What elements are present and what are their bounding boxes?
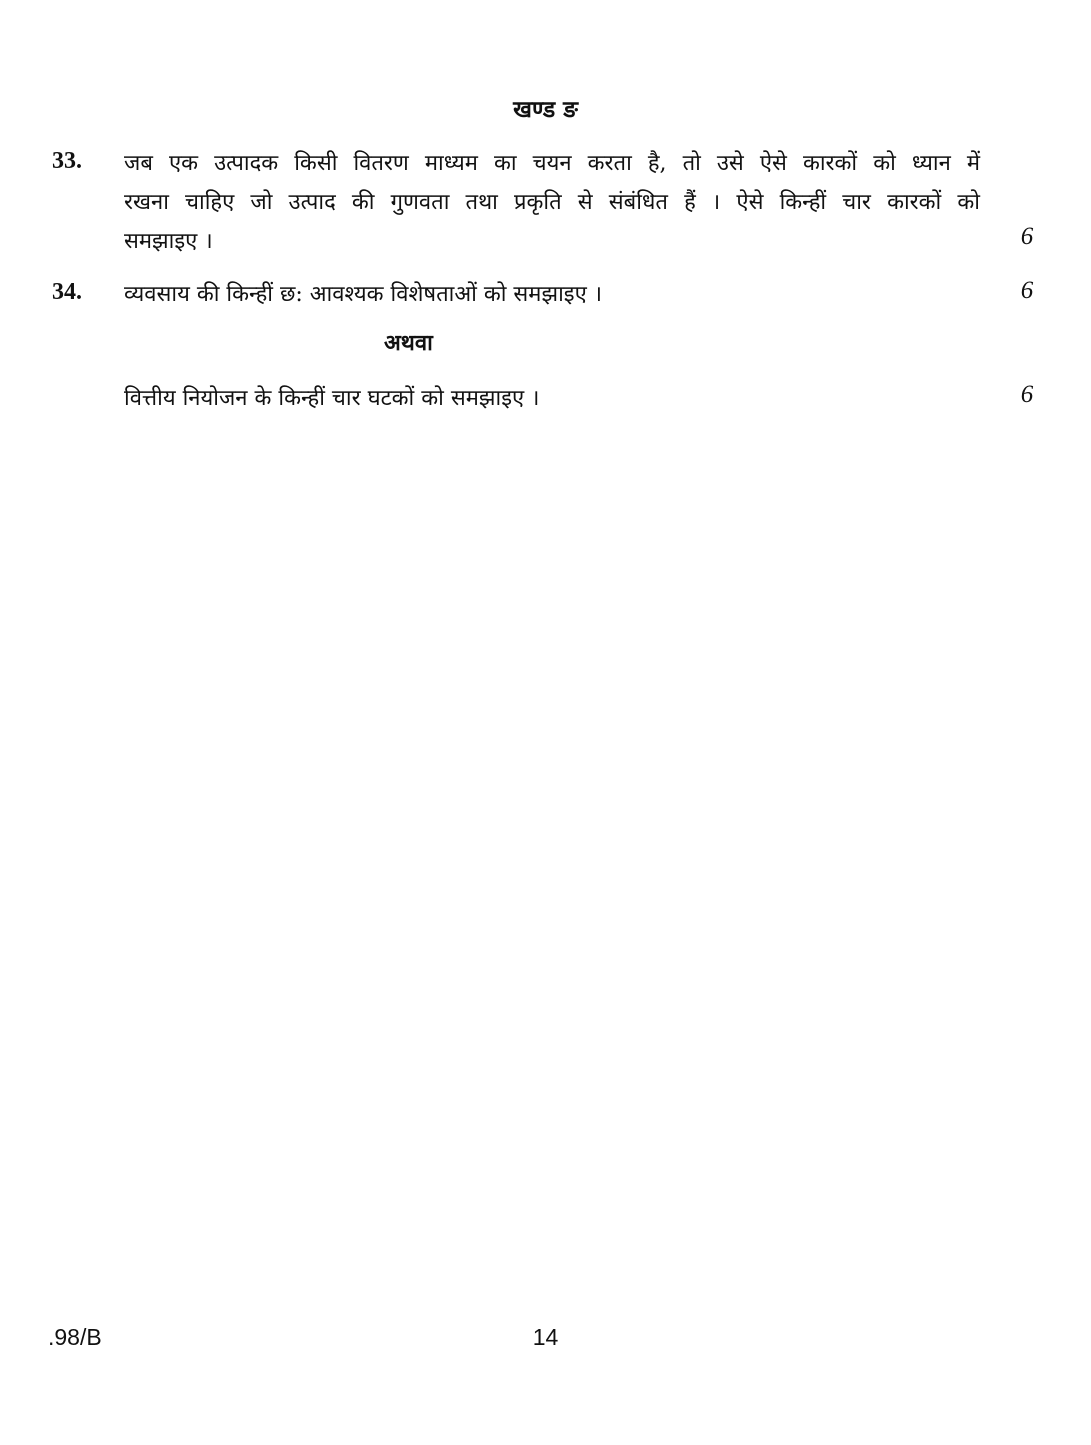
question-text: व्यवसाय की किन्हीं छ: आवश्यक विशेषताओं को समझाइए । — [124, 282, 603, 307]
question-marks: 6 — [1020, 277, 1034, 304]
question-text-line-1: जब एक उत्पादक किसी वितरण माध्यम का चयन करता है, तो उसे ऐसे कारकों को ध्यान में — [124, 151, 980, 176]
question-text-line-2: रखना चाहिए जो उत्पाद की गुणवता तथा प्रकृति से संबंधित हैं । ऐसे किन्हीं चार कारकों को — [124, 190, 980, 215]
question-number: 34. — [52, 279, 82, 305]
page-number: 14 — [532, 1324, 559, 1350]
section-heading: खण्ड ङ — [513, 96, 578, 123]
paper-code: .98/B — [48, 1324, 102, 1350]
question-number: 33. — [52, 148, 82, 174]
alternative-question-text: वित्तीय नियोजन के किन्हीं चार घटकों को समझाइए । — [124, 386, 540, 411]
alternative-question-marks: 6 — [1020, 381, 1034, 408]
question-text-line-3: समझाइए । — [124, 229, 213, 254]
or-label: अथवा — [384, 330, 433, 356]
question-marks: 6 — [1020, 223, 1034, 250]
